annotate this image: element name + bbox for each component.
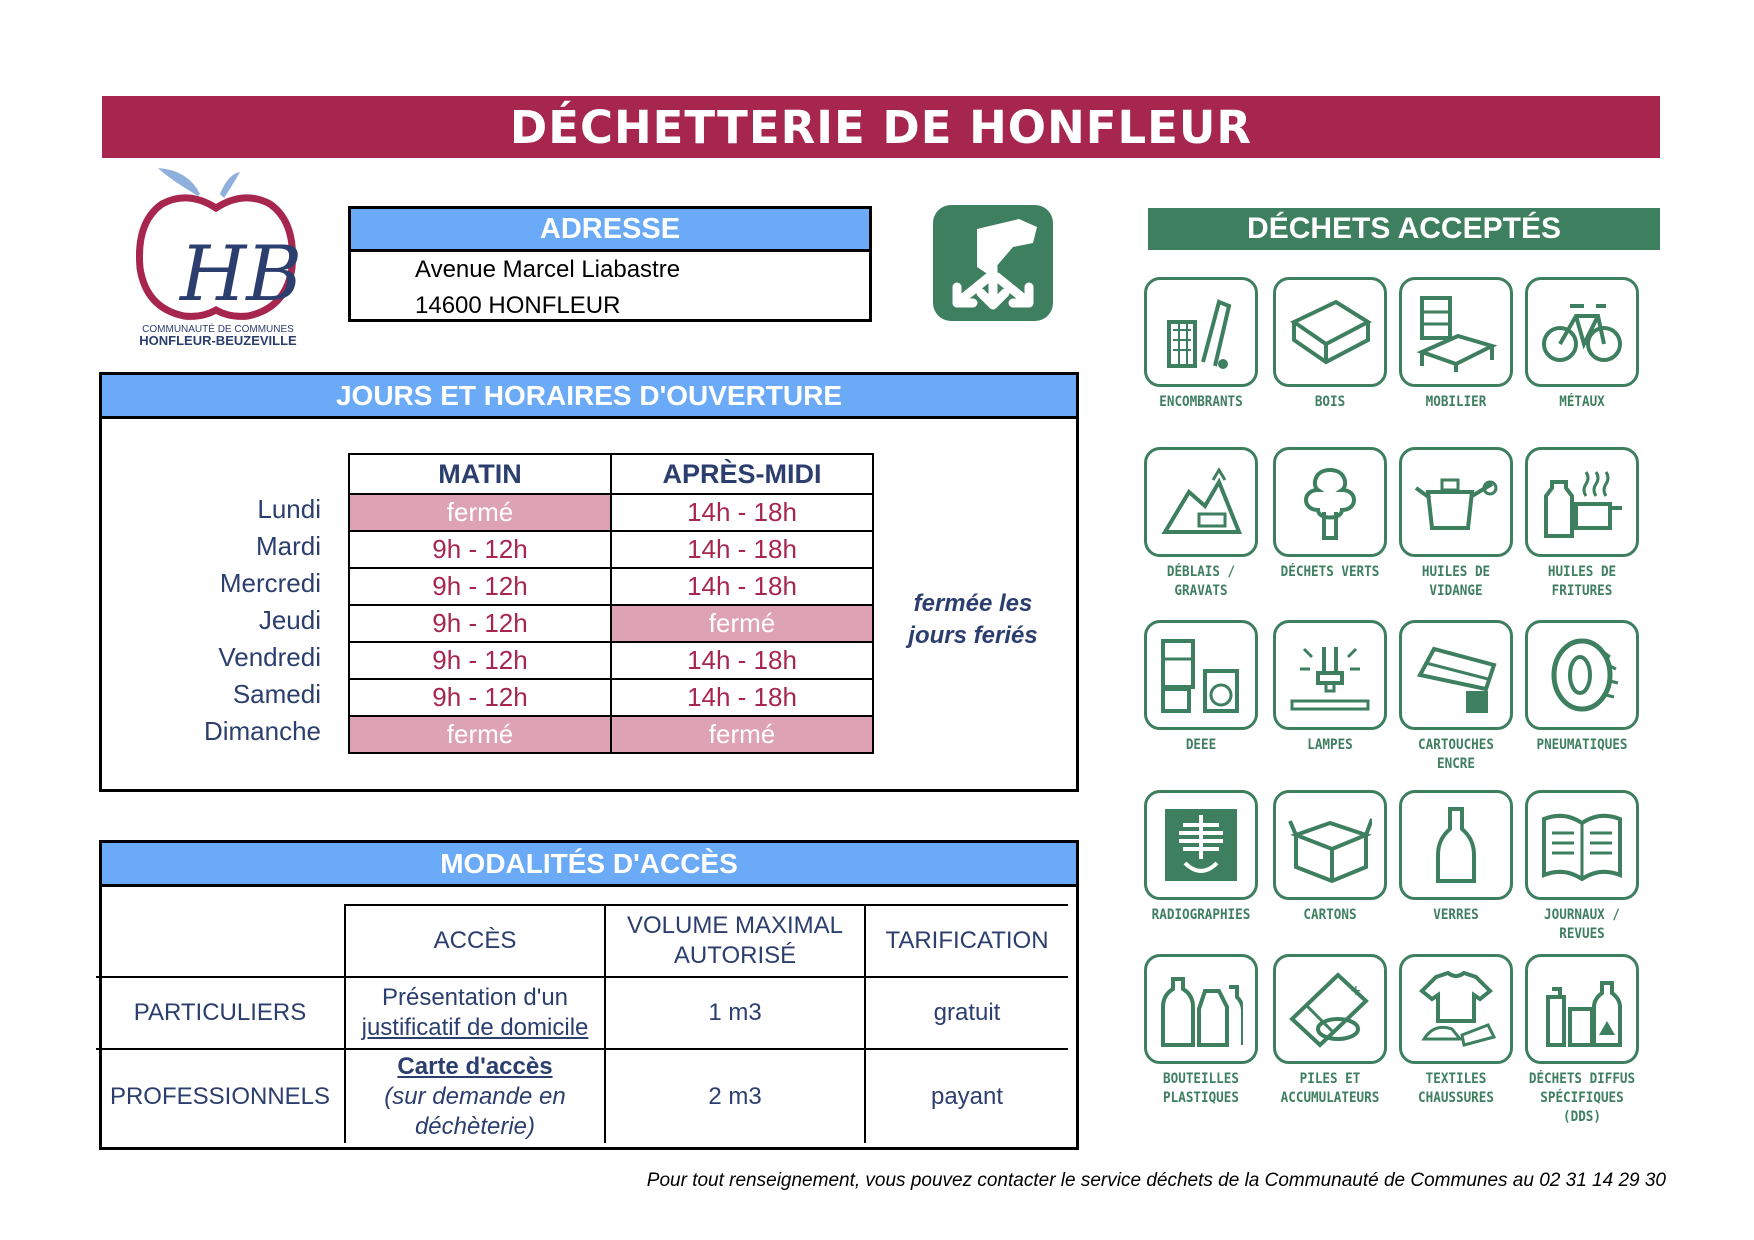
waste-category-item [1520, 277, 1644, 412]
furniture-icon [1399, 277, 1513, 387]
appliances-icon [1144, 620, 1258, 730]
rubble-icon [1144, 447, 1258, 557]
waste-category-item [1520, 954, 1644, 1127]
day-label: Dimanche [203, 716, 321, 746]
waste-category-item [1520, 620, 1644, 755]
waste-category-label-line: CARTOUCHES ENCRE [1418, 737, 1494, 772]
svg-text:+: + [1350, 983, 1362, 999]
table-row [349, 531, 873, 568]
table-row [96, 1049, 1068, 1143]
waste-category-label [1145, 736, 1257, 755]
access-conditions-table [96, 904, 1068, 1143]
day-label: Jeudi [258, 605, 321, 635]
waste-category-item [1394, 277, 1518, 412]
table-row [349, 494, 873, 531]
day-label: Samedi [232, 679, 321, 709]
waste-category-label-line: LAMPES [1307, 737, 1353, 753]
waste-category-label-line: SPÉCIFIQUES (DDS) [1540, 1090, 1624, 1125]
address-street: Avenue Marcel Liabastre [415, 256, 681, 283]
waste-category-item [1394, 954, 1518, 1108]
logo [128, 168, 308, 348]
waste-category-label-line: HUILES DE VIDANGE [1421, 564, 1491, 599]
waste-category-label [1145, 563, 1257, 601]
waste-category-label-line: DÉBLAIS / GRAVATS [1166, 564, 1236, 599]
waste-category-label-line: BOUTEILLES [1163, 1071, 1239, 1087]
waste-category-item [1268, 620, 1392, 755]
glass-bottle-icon [1399, 790, 1513, 900]
waste-category-label [1400, 736, 1512, 774]
afternoon-cell: 14h - 18h [611, 531, 873, 568]
table-row [349, 716, 873, 753]
column-header-access: ACCÈS [345, 905, 605, 977]
waste-category-item [1139, 447, 1263, 601]
apple-logo-icon [128, 168, 308, 348]
waste-category-label-line: BOIS [1314, 394, 1346, 410]
plastic-bottles-icon [1144, 954, 1258, 1064]
waste-category-item [1139, 954, 1263, 1108]
lamp-icon [1273, 620, 1387, 730]
waste-category-label-line: RADIOGRAPHIES [1151, 907, 1251, 923]
column-header-pricing: TARIFICATION [865, 905, 1068, 977]
logo-caption: COMMUNAUTÉ DE COMMUNES [142, 324, 294, 335]
waste-category-label-line: PLASTIQUES [1163, 1090, 1239, 1106]
waste-category-label [1274, 736, 1386, 755]
opening-hours-table [348, 453, 874, 754]
column-header-volume [605, 905, 865, 977]
waste-category-item [1139, 620, 1263, 755]
afternoon-cell: fermé [611, 605, 873, 642]
table-row [349, 679, 873, 716]
access-conditions-heading: MODALITÉS D'ACCÈS [102, 843, 1076, 887]
waste-category-label [1526, 736, 1638, 755]
waste-category-label [1400, 906, 1512, 925]
afternoon-cell: 14h - 18h [611, 494, 873, 531]
column-header-volume-line: AUTORISÉ [673, 942, 797, 969]
empty-corner-cell [96, 905, 345, 977]
waste-category-label-line: HUILES DE FRITURES [1547, 564, 1617, 599]
waste-category-item [1268, 954, 1392, 1108]
waste-category-label [1526, 563, 1638, 601]
waste-category-label-line: ACCUMULATEURS [1280, 1090, 1380, 1106]
waste-category-label-line: DÉCHETS VERTS [1280, 564, 1380, 580]
logo-caption-name: HONFLEUR-BEUZEVILLE [139, 333, 297, 348]
pricing-cell: payant [865, 1049, 1068, 1143]
bicycle-icon [1525, 277, 1639, 387]
waste-category-label [1274, 1070, 1386, 1108]
pricing-cell: gratuit [865, 977, 1068, 1049]
afternoon-cell: 14h - 18h [611, 679, 873, 716]
morning-cell: 9h - 12h [349, 531, 611, 568]
ink-cartridge-icon [1399, 620, 1513, 730]
tree-icon [1273, 447, 1387, 557]
column-header-afternoon: APRÈS-MIDI [611, 454, 873, 494]
access-requirement-cell [345, 977, 605, 1049]
waste-category-label [1145, 393, 1257, 412]
address-city: 14600 HONFLEUR [415, 292, 621, 319]
waste-category-label [1145, 1070, 1257, 1108]
morning-cell: fermé [349, 716, 611, 753]
logo-monogram: HB [180, 229, 303, 318]
day-label: Mercredi [219, 568, 321, 598]
waste-category-item [1520, 790, 1644, 944]
xray-icon [1144, 790, 1258, 900]
contact-footer: Pour tout renseignement, vous pouvez contacter le service déchets de la Communauté de Communes au 02 31 14 29 30 [646, 1170, 1666, 1191]
afternoon-cell: 14h - 18h [611, 568, 873, 605]
waste-category-label-line: TEXTILES [1425, 1071, 1487, 1087]
waste-category-label-line: PILES ET [1299, 1071, 1361, 1087]
hazardous-waste-icon [1525, 954, 1639, 1064]
access-card-link[interactable]: Carte d'accès [397, 1052, 553, 1080]
waste-category-label [1400, 393, 1512, 412]
row-label-professionnels: PROFESSIONNELS [96, 1049, 345, 1143]
drop-off-access-icon [933, 205, 1053, 321]
afternoon-cell: 14h - 18h [611, 642, 873, 679]
waste-category-label-line: DÉCHETS DIFFUS [1528, 1071, 1636, 1087]
waste-category-label-line: ENCOMBRANTS [1159, 394, 1243, 410]
waste-category-item [1394, 447, 1518, 601]
waste-category-item [1268, 277, 1392, 412]
waste-category-label-line: MÉTAUX [1559, 394, 1605, 410]
table-row [349, 605, 873, 642]
waste-category-label-line: PNEUMATIQUES [1536, 737, 1628, 753]
table-row [349, 642, 873, 679]
wood-pallet-icon [1273, 277, 1387, 387]
waste-category-item [1268, 790, 1392, 925]
tire-icon [1525, 620, 1639, 730]
textiles-icon [1399, 954, 1513, 1064]
access-requirement-line: Présentation d'un [381, 984, 569, 1011]
morning-cell: 9h - 12h [349, 605, 611, 642]
waste-category-label-line: CHAUSSURES [1418, 1090, 1494, 1106]
waste-category-label [1526, 906, 1638, 944]
waste-category-label [1400, 1070, 1512, 1108]
morning-cell: 9h - 12h [349, 568, 611, 605]
holiday-note-line: jours feriés [908, 622, 1038, 649]
morning-cell: 9h - 12h [349, 679, 611, 716]
accepted-waste-heading: DÉCHETS ACCEPTÉS [1148, 208, 1660, 250]
waste-category-label-line: VERRES [1433, 907, 1479, 923]
oil-can-icon [1399, 447, 1513, 557]
access-requirement-line: déchèterie) [414, 1112, 536, 1140]
waste-category-label [1145, 906, 1257, 925]
waste-category-label-line: JOURNAUX / REVUES [1544, 907, 1620, 942]
afternoon-cell: fermé [611, 716, 873, 753]
waste-category-label [1274, 393, 1386, 412]
morning-cell: 9h - 12h [349, 642, 611, 679]
opening-hours-heading: JOURS ET HORAIRES D'OUVERTURE [102, 375, 1076, 419]
waste-category-item [1394, 620, 1518, 774]
page-title: DÉCHETTERIE DE HONFLEUR [102, 96, 1660, 158]
waste-category-label-line: CARTONS [1303, 907, 1357, 923]
day-label: Vendredi [218, 642, 321, 672]
waste-category-label [1274, 563, 1386, 582]
column-header-morning: MATIN [349, 454, 611, 494]
waste-category-item [1394, 790, 1518, 925]
access-requirement-line: (sur demande en [384, 1082, 566, 1110]
proof-of-address-link[interactable]: justificatif de domicile [361, 1014, 589, 1041]
batteries-icon [1273, 954, 1387, 1064]
address-box [348, 206, 872, 322]
holiday-note [888, 588, 1058, 652]
table-row [96, 977, 1068, 1049]
holiday-note-line: fermée les [913, 590, 1033, 617]
frying-oil-icon [1525, 447, 1639, 557]
waste-category-label-line: DEEE [1185, 737, 1217, 753]
waste-category-label [1526, 1070, 1638, 1127]
waste-category-label [1274, 906, 1386, 925]
waste-category-label [1400, 563, 1512, 601]
bulky-items-icon [1144, 277, 1258, 387]
waste-category-label-line: MOBILIER [1425, 394, 1487, 410]
waste-category-item [1139, 277, 1263, 412]
table-row [349, 568, 873, 605]
cardboard-box-icon [1273, 790, 1387, 900]
waste-category-item [1268, 447, 1392, 582]
row-label-particuliers: PARTICULIERS [96, 977, 345, 1049]
day-label: Mardi [255, 531, 321, 561]
newspaper-icon [1525, 790, 1639, 900]
volume-cell: 2 m3 [605, 1049, 865, 1143]
address-heading: ADRESSE [351, 209, 869, 252]
waste-category-item [1139, 790, 1263, 925]
access-requirement-cell [345, 1049, 605, 1143]
morning-cell: fermé [349, 494, 611, 531]
waste-category-item [1520, 447, 1644, 601]
column-header-volume-line: VOLUME MAXIMAL [626, 912, 844, 939]
day-label: Lundi [257, 494, 321, 524]
waste-category-label [1526, 393, 1638, 412]
volume-cell: 1 m3 [605, 977, 865, 1049]
